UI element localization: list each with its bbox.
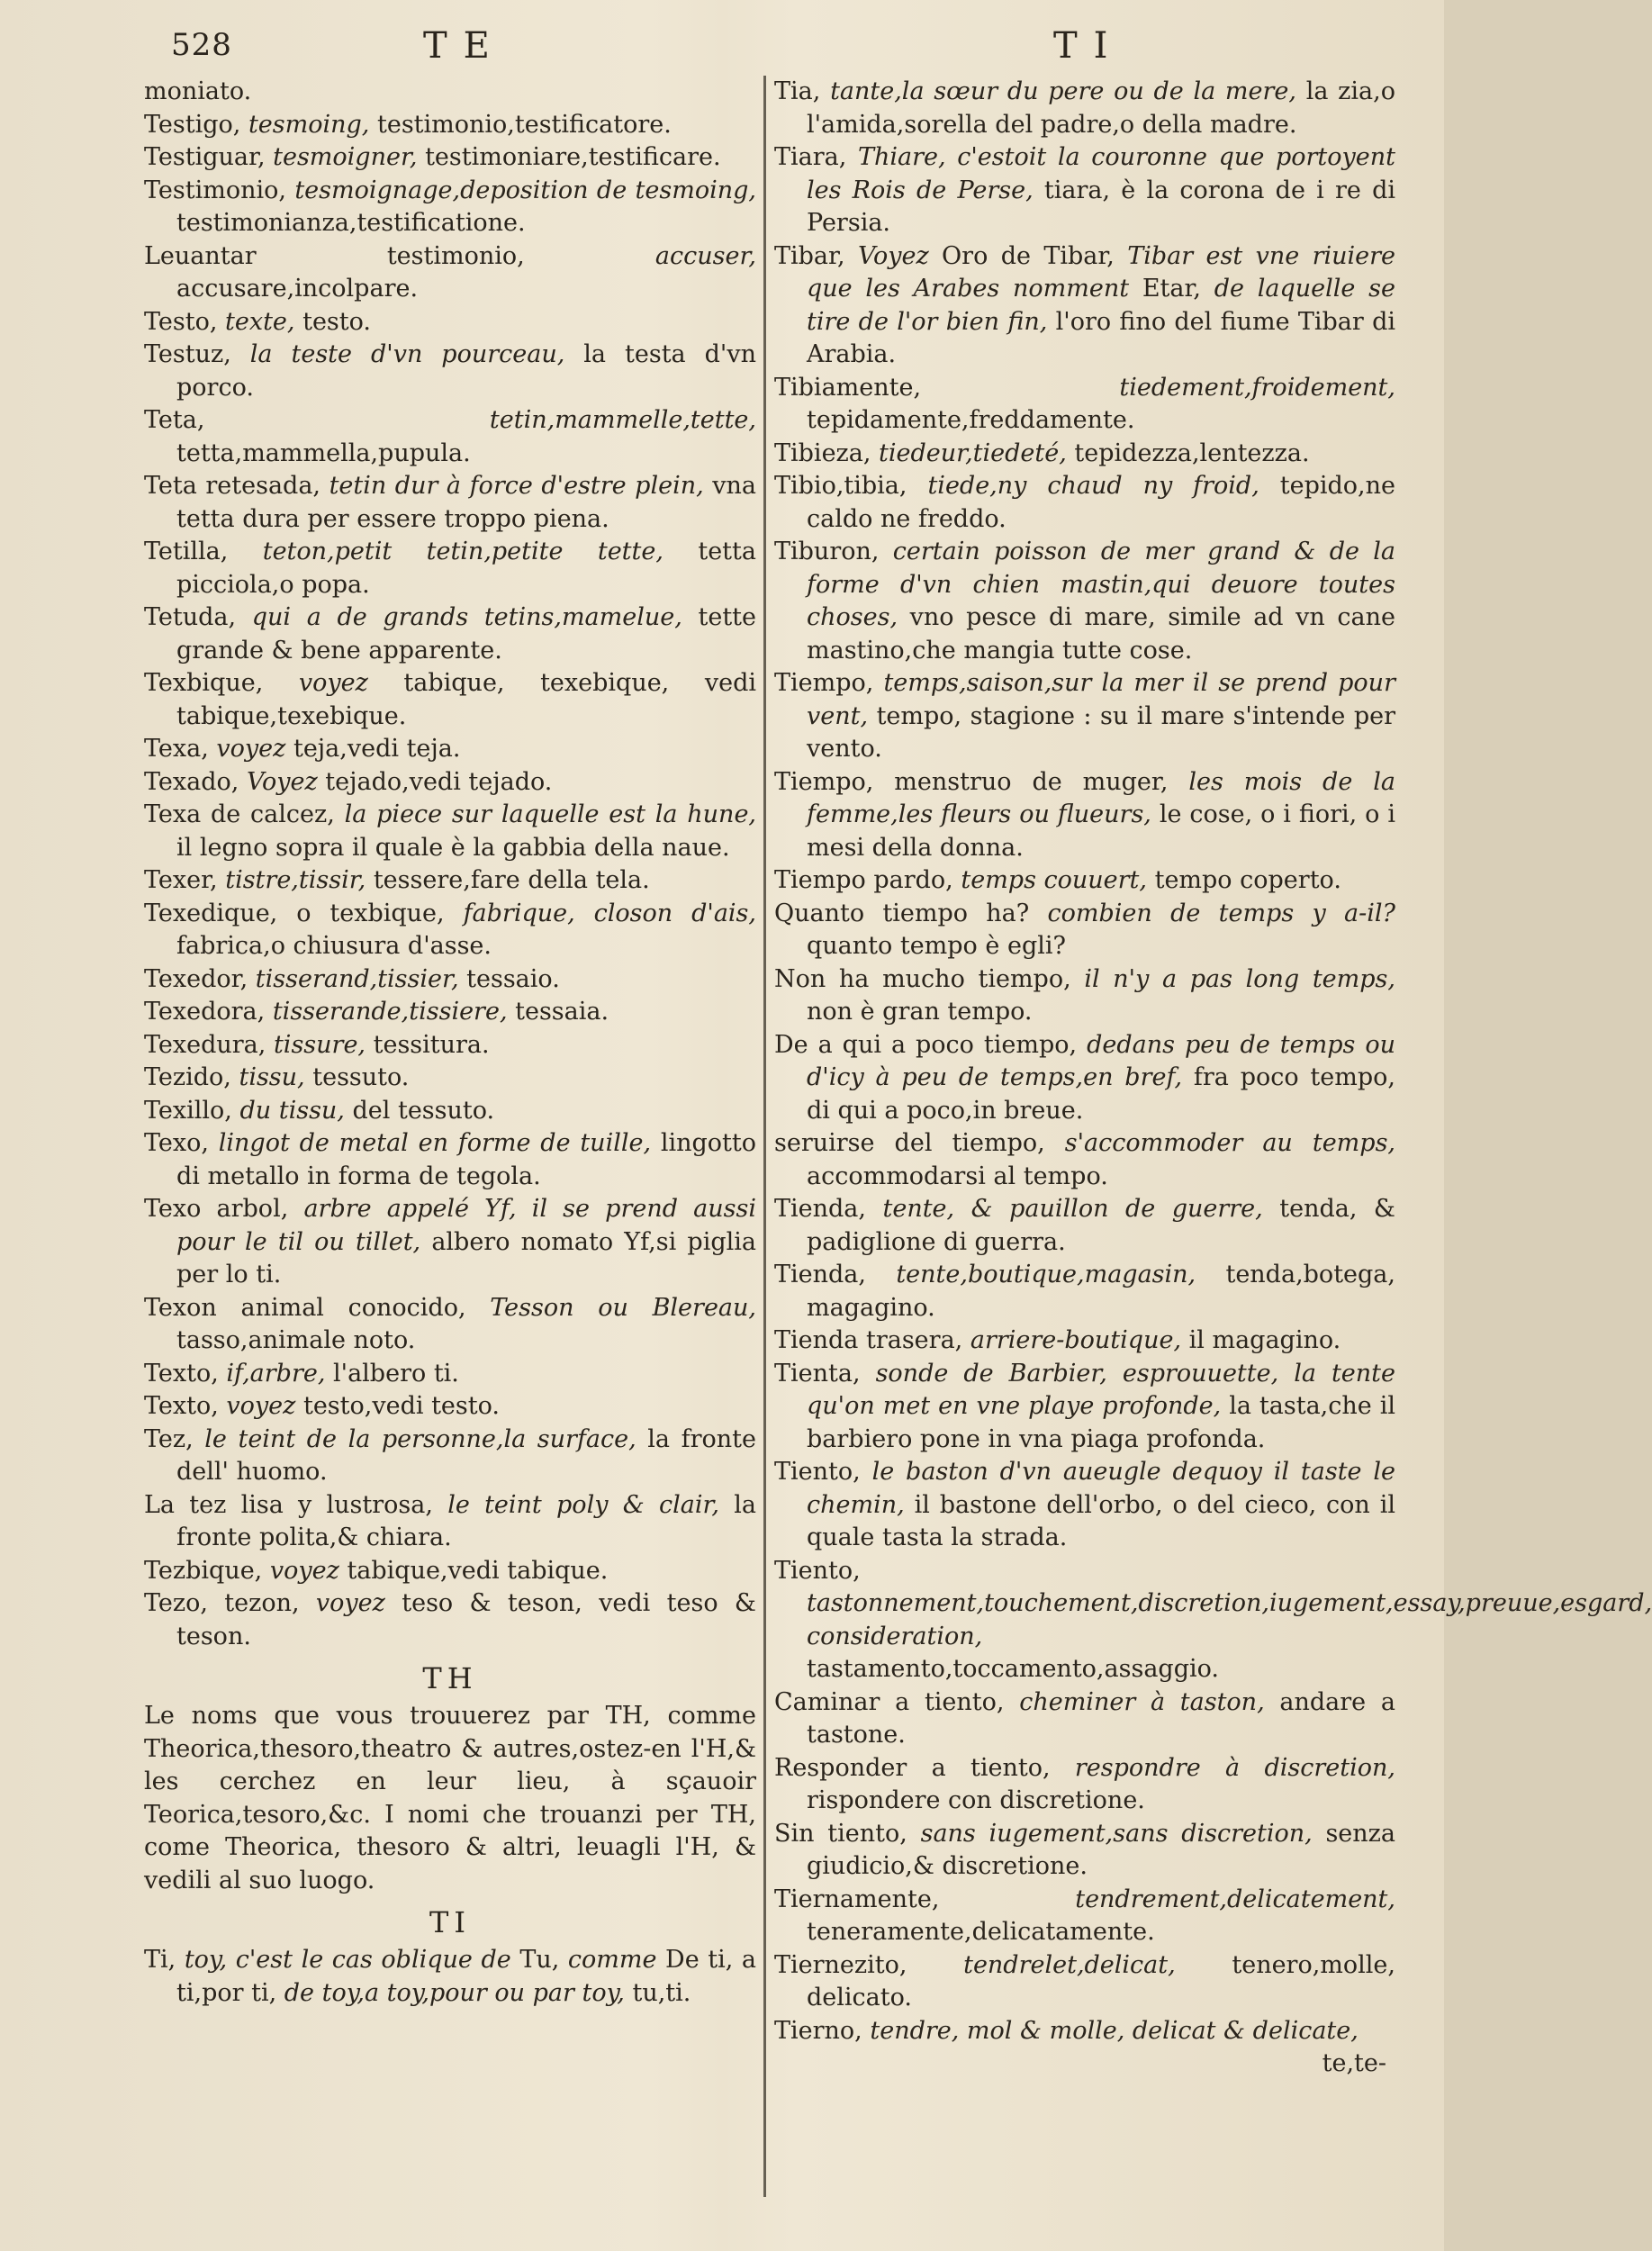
entry-headword: Testigo, <box>144 110 241 139</box>
dictionary-entry <box>144 109 756 142</box>
entry-headword: Texbique, <box>144 669 264 697</box>
entry-french: Voyez <box>246 767 318 796</box>
entry-italian: fabrica,o chiusura d'asse. <box>176 932 492 960</box>
entry-headword: seruirse del tiempo, <box>774 1129 1045 1157</box>
entry-french: tiedeur,tiedeté, <box>879 438 1067 467</box>
entry-italian: testimoniare,testificare. <box>425 143 721 171</box>
entry-french: tisserand,tissier, <box>255 964 459 993</box>
entry-headword: Texto, <box>144 1359 219 1388</box>
left-entries <box>144 76 756 1653</box>
entry-french: du tissu, <box>239 1096 345 1125</box>
entry-headword: Texo, <box>144 1129 209 1157</box>
entry-italian: tenero,molle, delicato. <box>807 1950 1395 2011</box>
entry-french: tesmoignage,deposition de tesmoing, <box>294 176 756 204</box>
entry-french: Tesson ou Blereau, <box>490 1293 756 1322</box>
entry-italian: teso & teson, vedi teso & teson. <box>176 1589 756 1650</box>
entry-italian: tessuto. <box>312 1063 410 1091</box>
entry-french: Voyez <box>857 241 929 270</box>
entry-headword: Tienta, <box>774 1359 861 1388</box>
entry-headword: Tierno, <box>774 2016 862 2045</box>
section-heading-ti: TI <box>429 1905 471 1939</box>
entry-french: s'accommoder au temps, <box>1064 1129 1396 1157</box>
entry-headword: Tienda, <box>774 1261 866 1288</box>
entry-italian: le cose, o i fiori, o i mesi della donna. <box>807 800 1395 862</box>
entry-french: combien de temps y a-il? <box>1047 899 1395 927</box>
entry-french: tissure, <box>273 1030 366 1059</box>
entry-italian: l'oro fino del fiume Tibar di Arabia. <box>807 307 1395 368</box>
entry-headword: Non ha mucho tiempo, <box>774 964 1071 993</box>
entry-italian: la tasta,che il barbiero pone in vna piaga profonda. <box>807 1392 1395 1453</box>
dictionary-entry <box>144 799 756 864</box>
entry-headword: Tetuda, <box>144 603 237 631</box>
entry-french: voyez <box>298 669 368 697</box>
entry-italian: tenda, & padiglione di guerra. <box>807 1195 1395 1256</box>
entry-italian: vno pesce di mare, simile ad vn cane mastino,che mangia tutte cose. <box>807 603 1395 664</box>
entry-headword: Tetilla, <box>144 538 229 565</box>
entry-headword: La tez lisa y lustrosa, <box>144 1490 433 1519</box>
entry-italian: tessitura. <box>373 1030 490 1059</box>
entry-french: le teint de la personne,la surface, <box>204 1424 636 1453</box>
dictionary-entry <box>144 766 756 800</box>
entry-italian: quanto tempo è egli? <box>807 932 1066 960</box>
entry-italian: tessere,fare della tela. <box>373 866 650 894</box>
entry-french: toy, c'est le cas oblique de <box>184 1946 511 1974</box>
entry-french: arriere-boutique, <box>970 1326 1182 1354</box>
entry-headword: Texedor, <box>144 964 248 993</box>
dictionary-entry <box>144 864 756 898</box>
entry-headword: Tibiamente, <box>774 373 922 402</box>
entry-french: sans iugement,sans discretion, <box>920 1819 1313 1848</box>
dictionary-entry <box>774 1884 1395 1949</box>
entry-italian: tempo coperto. <box>1154 866 1341 894</box>
entry-french: fabrique, closon d'ais, <box>463 899 756 927</box>
entry-headword: Texedique, o texbique, <box>144 899 445 927</box>
entry-italian: tepido,ne caldo ne freddo. <box>807 472 1396 533</box>
entry-italian: la testa d'vn porco. <box>176 340 756 402</box>
dictionary-entry <box>774 766 1395 865</box>
entry-french: Thiare, c'estoit la couronne que portoyent les Rois de Perse, <box>807 143 1395 204</box>
dictionary-entry <box>774 898 1395 963</box>
entry-french: tesmoing, <box>248 110 370 139</box>
entry-french: cheminer à taston, <box>1019 1687 1265 1716</box>
dictionary-entry <box>774 1358 1395 1457</box>
entry-italian: la zia,o l'amida,sorella del padre,o della madre. <box>807 77 1395 139</box>
dictionary-entry <box>144 667 756 733</box>
entry-italian: teja,vedi teja. <box>293 735 461 763</box>
dictionary-entry <box>144 1390 756 1424</box>
entry-italian: teneramente,delicatamente. <box>807 1918 1155 1946</box>
entry-headword: Testuz, <box>144 340 231 368</box>
entry-italian: testimonianza,testificatione. <box>176 209 526 237</box>
entry-headword: Responder a tiento, <box>774 1753 1051 1782</box>
entry-italian: il legno sopra il quale è la gabbia della naue. <box>176 833 730 862</box>
dictionary-entry <box>144 175 756 240</box>
entry-french: la piece sur laquelle est la hune, <box>344 800 757 828</box>
entry-headword: Tezbique, <box>144 1556 263 1585</box>
entry-headword: Sin tiento, <box>774 1819 907 1848</box>
entry-headword: Texillo, <box>144 1096 232 1125</box>
dictionary-entry <box>144 404 756 470</box>
entry-italian: andare a tastone. <box>807 1687 1395 1749</box>
entry-french: voyez <box>216 735 286 763</box>
entry-french: dedans peu de temps ou d'icy à peu de temps,en bref, <box>807 1030 1395 1091</box>
entry-french: tendrement,delicatement, <box>1075 1885 1395 1913</box>
entry-french: voyez <box>315 1589 385 1617</box>
running-head-left: TE <box>423 25 506 67</box>
th-note-examples: Theorica,thesoro,theatro <box>144 1734 452 1763</box>
entry-italian: testo,vedi testo. <box>302 1392 500 1420</box>
entry-french: tesmoigner, <box>273 143 418 171</box>
entry-french: sonde de Barbier, esprouuette, la tente qu'on met en vne playe profonde, <box>807 1359 1395 1420</box>
entry-french: temps couuert, <box>961 866 1147 894</box>
entry-headword: Texado, <box>144 767 239 796</box>
entry-italian: lingotto di metallo in forma de tegola. <box>176 1129 756 1190</box>
entry-headword: Tiento, <box>774 1556 861 1585</box>
dictionary-entry <box>144 1127 756 1193</box>
entry-headword: Tibar, <box>774 241 845 270</box>
entry-french: tisserande,tissiere, <box>272 998 508 1026</box>
dictionary-entry <box>774 470 1395 536</box>
entry-headword: Tienda, <box>774 1195 866 1223</box>
entry-italian: accusare,incolpare. <box>176 275 419 303</box>
entry-headword: Tiempo, <box>774 669 874 697</box>
left-column <box>144 76 756 2197</box>
entry-french: tendrelet,delicat, <box>963 1950 1176 1979</box>
entry-french: Tibar est vne riuiere que les Arabes nomment <box>807 241 1395 303</box>
dictionary-entry <box>774 1555 1652 1686</box>
dictionary-entry <box>144 1358 756 1391</box>
running-head-right: TI <box>1053 25 1124 67</box>
entry-italian: menstruo de muger, <box>894 767 1169 796</box>
entry-italian: la fronte polita,& chiara. <box>176 1490 756 1551</box>
dictionary-entry <box>774 1259 1395 1324</box>
dictionary-entry <box>144 1095 756 1128</box>
entry-italian: la fronte dell' huomo. <box>176 1424 756 1486</box>
entry-french: de laquelle se tire de l'or bien fin, <box>807 275 1395 336</box>
dictionary-entry <box>144 1062 756 1095</box>
entry-headword: Testo, <box>144 307 218 336</box>
dictionary-entry <box>774 1686 1395 1752</box>
entry-headword: Tiempo pardo, <box>774 866 953 894</box>
dictionary-entry <box>144 1587 756 1653</box>
entry-italian: testimonio,testificatore. <box>376 110 672 139</box>
entry-french: texte, <box>225 307 295 336</box>
entry-french: teton,petit tetin,petite tette, <box>262 538 664 565</box>
entry-headword: Testiguar, <box>144 143 266 171</box>
right-column <box>774 76 1652 2197</box>
dictionary-entry <box>774 1127 1395 1193</box>
entry-italian: vna tetta dura per essere troppo piena. <box>176 472 756 533</box>
entry-italian: tette grande & bene apparente. <box>176 603 756 664</box>
dictionary-entry <box>774 438 1395 471</box>
entry-french: tetin,mammelle,tette, <box>489 406 756 434</box>
entry-italian: rispondere con discretione. <box>807 1786 1145 1814</box>
entry-headword: Teta retesada, <box>144 472 321 500</box>
dictionary-entry <box>144 1029 756 1062</box>
entry-italian: del tessuto. <box>352 1096 495 1125</box>
entry-french: tetin dur à force d'estre plein, <box>329 472 704 500</box>
entry-italian: il magagino. <box>1188 1326 1341 1354</box>
entry-headword: Teta, <box>144 406 205 434</box>
dictionary-entry <box>144 306 756 339</box>
dictionary-entry <box>774 2015 1395 2048</box>
entry-french: tendre, mol & molle, delicat & delicate, <box>870 2016 1359 2045</box>
entry-headword: Tibieza, <box>774 438 871 467</box>
dictionary-entry <box>144 1424 756 1489</box>
dictionary-entry <box>774 240 1395 372</box>
entry-french: respondre à discretion, <box>1074 1753 1395 1782</box>
entry-headword: Ti, <box>144 1946 176 1974</box>
th-note-french: Le noms que vous trouuerez par TH, comme <box>144 1702 756 1730</box>
entry-headword: Texer, <box>144 866 218 894</box>
entry-italian: tabique, texebique, vedi tabique,texebique. <box>176 669 756 730</box>
entry-italian: tessaio. <box>466 964 560 993</box>
entry-headword: Tienda trasera, <box>774 1326 963 1354</box>
entry-french: de toy,a toy,pour ou par toy, <box>284 1978 625 2007</box>
entry-italian: tenda,botega, magagino. <box>807 1261 1395 1322</box>
entry-headword: Quanto tiempo ha? <box>774 899 1030 927</box>
entry-italian: tessaia. <box>515 998 609 1026</box>
entry-italian: l'albero ti. <box>333 1359 459 1388</box>
entry-french: le teint poly & clair, <box>447 1490 719 1519</box>
dictionary-entry <box>144 141 756 175</box>
entry-french: arbre appelé Yf, il se prend aussi pour le til ou tillet, <box>176 1195 756 1256</box>
entry-headword: Texa, <box>144 735 209 763</box>
th-note-italian: Teorica,tesoro,&c. I nomi che trouanzi per TH, come Theorica, thesoro & altri, leuagli l'H, & vedili al suo luogo. <box>144 1800 756 1894</box>
entry-headword: Texon animal conocido, <box>144 1293 466 1322</box>
dictionary-entry <box>144 1292 756 1358</box>
entry-french: if,arbre, <box>226 1359 326 1388</box>
entry-french: temps,saison,sur la mer il se prend pour vent, <box>807 669 1395 730</box>
right-entries <box>774 76 1652 2048</box>
entry-italian: Oro de Tibar, <box>942 241 1115 270</box>
entry-italian: Tu, <box>519 1946 560 1974</box>
entry-italian: non è gran tempo. <box>807 998 1033 1026</box>
entry-italian: Etar, <box>1142 275 1201 303</box>
entry-french: la teste d'vn pourceau, <box>249 340 565 368</box>
entry-french: il n'y a pas long temps, <box>1084 964 1395 993</box>
entry-italian: tiara, è la corona de i re di Persia. <box>807 176 1396 237</box>
entry-italian: testo. <box>302 307 371 336</box>
entry-headword: Leuantar testimonio, <box>144 241 525 270</box>
entry-headword: Tezo, tezon, <box>144 1589 300 1617</box>
dictionary-entry <box>144 1555 756 1588</box>
entry-headword: Texo arbol, <box>144 1195 289 1223</box>
dictionary-entry <box>774 1193 1395 1259</box>
entry-headword: Tiento, <box>774 1458 861 1486</box>
dictionary-entry <box>774 372 1395 438</box>
dictionary-entry <box>774 536 1395 667</box>
dictionary-entry <box>144 339 756 404</box>
entry-french: tiedement,froidement, <box>1119 373 1395 402</box>
entry-french: certain poisson de mer grand & de la forme d'vn chien mastin,qui deuore toutes choses, <box>807 538 1395 631</box>
entry-french: tistre,tissir, <box>225 866 366 894</box>
entry-headword: Tiara, <box>774 143 847 171</box>
dictionary-entry <box>144 76 756 109</box>
entry-italian: tempo, stagione : su il mare s'intende per vento. <box>807 701 1396 763</box>
dictionary-entry <box>774 667 1395 766</box>
entry-french: accuser, <box>654 241 756 270</box>
entry-italian: tepidamente,freddamente. <box>807 406 1135 434</box>
entry-french: voyez <box>226 1392 296 1420</box>
dictionary-entry <box>144 733 756 766</box>
entry-italian: tejado,vedi tejado. <box>325 767 553 796</box>
dictionary-entry <box>144 963 756 997</box>
dictionary-entry <box>144 536 756 601</box>
entry-italian: tepidezza,lentezza. <box>1074 438 1310 467</box>
catchword: te,te- <box>1322 2049 1386 2077</box>
entry-french: le baston d'vn aueugle dequoy il taste le chemin, <box>807 1458 1396 1519</box>
entry-italian: tasso,animale noto. <box>176 1326 416 1354</box>
entry-italian: fra poco tempo, di qui a poco,in breue. <box>807 1063 1395 1125</box>
entry-italian: tabique,vedi tabique. <box>347 1556 609 1585</box>
entry-headword: Tezido, <box>144 1063 231 1091</box>
dictionary-entry <box>144 1489 756 1555</box>
entry-headword: Texedura, <box>144 1030 266 1059</box>
entry-headword: Tiempo, <box>774 767 874 796</box>
entry-italian: albero nomato Yf,si piglia per lo ti. <box>176 1227 756 1288</box>
entry-headword: Texto, <box>144 1392 219 1420</box>
entry-italian: tetta,mammella,pupula. <box>176 438 471 467</box>
column-rule <box>763 76 766 2197</box>
entry-headword: Texedora, <box>144 998 266 1026</box>
entry-headword: Caminar a tiento, <box>774 1687 1005 1716</box>
dictionary-entry <box>144 601 756 667</box>
entry-italian: De ti, a ti,por ti, <box>176 1946 756 2007</box>
dictionary-entry <box>144 240 756 306</box>
dictionary-entry <box>144 1944 756 2010</box>
dictionary-entry <box>774 76 1395 141</box>
dictionary-entry <box>774 1029 1395 1128</box>
entry-french: tiede,ny chaud ny froid, <box>927 472 1259 500</box>
page-number: 528 <box>171 27 232 63</box>
dictionary-entry <box>774 864 1395 898</box>
entry-headword: Tia, <box>774 77 821 105</box>
th-note-french-2: & autres,ostez-en l'H,& les cerchez en leur lieu, à sçauoir <box>144 1734 756 1795</box>
dictionary-entry <box>774 963 1395 1029</box>
dictionary-entry <box>144 898 756 963</box>
entry-headword: Tibio,tibia, <box>774 472 907 500</box>
entry-french: comme <box>567 1946 657 1974</box>
entry-italian: accommodarsi al tempo. <box>807 1162 1108 1190</box>
entry-french: lingot de metal en forme de tuille, <box>218 1129 652 1157</box>
dictionary-entry <box>774 1818 1395 1884</box>
entry-headword: Tez, <box>144 1424 194 1453</box>
th-note <box>144 1700 756 1897</box>
entry-italian: tetta picciola,o popa. <box>176 538 756 599</box>
ti-entries <box>144 1944 756 2010</box>
section-heading-th: TH <box>422 1661 478 1695</box>
entry-italian: moniato. <box>144 77 252 105</box>
entry-italian: il bastone dell'orbo, o del cieco, con il quale tasta la strada. <box>807 1490 1395 1551</box>
entry-french: qui a de grands tetins,mamelue, <box>251 603 682 631</box>
entry-headword: Testimonio, <box>144 176 286 204</box>
entry-headword: Texa de calcez, <box>144 800 335 828</box>
entry-italian: tastamento,toccamento,assaggio. <box>807 1655 1219 1683</box>
entry-headword: De a qui a poco tiempo, <box>774 1030 1078 1059</box>
dictionary-entry <box>774 1456 1395 1555</box>
entry-french: tente,boutique,magasin, <box>896 1261 1196 1288</box>
dictionary-entry <box>144 1193 756 1292</box>
entry-headword: Tiburon, <box>774 538 880 565</box>
entry-french: voyez <box>269 1556 339 1585</box>
entry-headword: Tiernamente, <box>774 1885 940 1913</box>
dictionary-entry <box>144 470 756 536</box>
dictionary-entry <box>144 996 756 1029</box>
dictionary-entry <box>774 141 1395 240</box>
entry-french: tissu, <box>239 1063 305 1091</box>
entry-french: les mois de la femme,les fleurs ou flueurs, <box>807 767 1395 828</box>
entry-french: tante,la sœur du pere ou de la mere, <box>830 77 1296 105</box>
dictionary-entry <box>774 1324 1395 1358</box>
entry-french: tente, & pauillon de guerre, <box>882 1195 1263 1223</box>
entry-headword: Tiernezito, <box>774 1950 907 1979</box>
dictionary-entry <box>774 1752 1395 1818</box>
entry-italian: tu,ti. <box>632 1978 691 2007</box>
entry-italian: senza giudicio,& discretione. <box>807 1819 1395 1880</box>
dictionary-entry <box>774 1949 1395 2015</box>
entry-french: tastonnement,touchement,discretion,iugement,essay,preuue,esgard, consideration, <box>807 1589 1652 1650</box>
